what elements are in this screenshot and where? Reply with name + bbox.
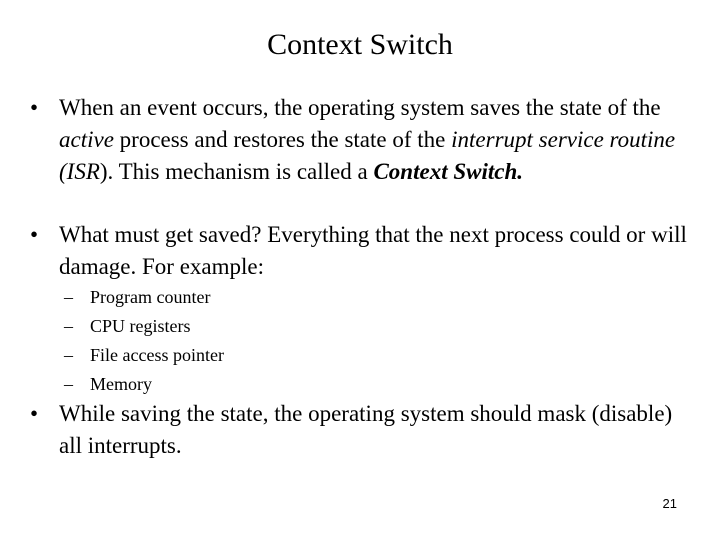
bullet-what-to-save [30, 219, 700, 283]
list-item [64, 312, 224, 341]
dash-marker: – [64, 345, 73, 365]
bullet-dot: • [30, 401, 39, 426]
emphasis-isr: interrupt service routine (ISR [59, 127, 676, 184]
list-item [64, 283, 224, 312]
bullet-dot: • [30, 95, 39, 120]
list-item-label: File access pointer [90, 345, 224, 365]
dash-marker: – [64, 316, 73, 336]
list-item [64, 370, 224, 399]
bullet-text-part: ). This mechanism is called a [99, 159, 374, 184]
bullet-mask-interrupts [30, 398, 700, 462]
emphasis-active: active [59, 127, 114, 152]
bullet-text: What must get saved? Everything that the next process could or will damage. For example: [59, 222, 687, 279]
bullet-text [59, 92, 700, 188]
bullet-text: While saving the state, the operating system should mask (disable) all interrupts. [59, 401, 673, 458]
bullet-context-switch-definition [30, 92, 700, 188]
saved-items-list [64, 283, 224, 399]
dash-marker: – [64, 287, 73, 307]
list-item-label: Memory [90, 374, 152, 394]
list-item-label: Program counter [90, 287, 211, 307]
list-item [64, 341, 224, 370]
bullet-dot: • [30, 222, 39, 247]
bullet-text-part: When an event occurs, the operating system saves the state of the [59, 95, 661, 120]
slide-title: Context Switch [267, 28, 453, 61]
list-item-label: CPU registers [90, 316, 191, 336]
emphasis-context-switch: Context Switch. [373, 159, 524, 184]
page-number: 21 [662, 496, 677, 511]
bullet-text-part: process and restores the state of the [113, 127, 452, 152]
dash-marker: – [64, 374, 73, 394]
